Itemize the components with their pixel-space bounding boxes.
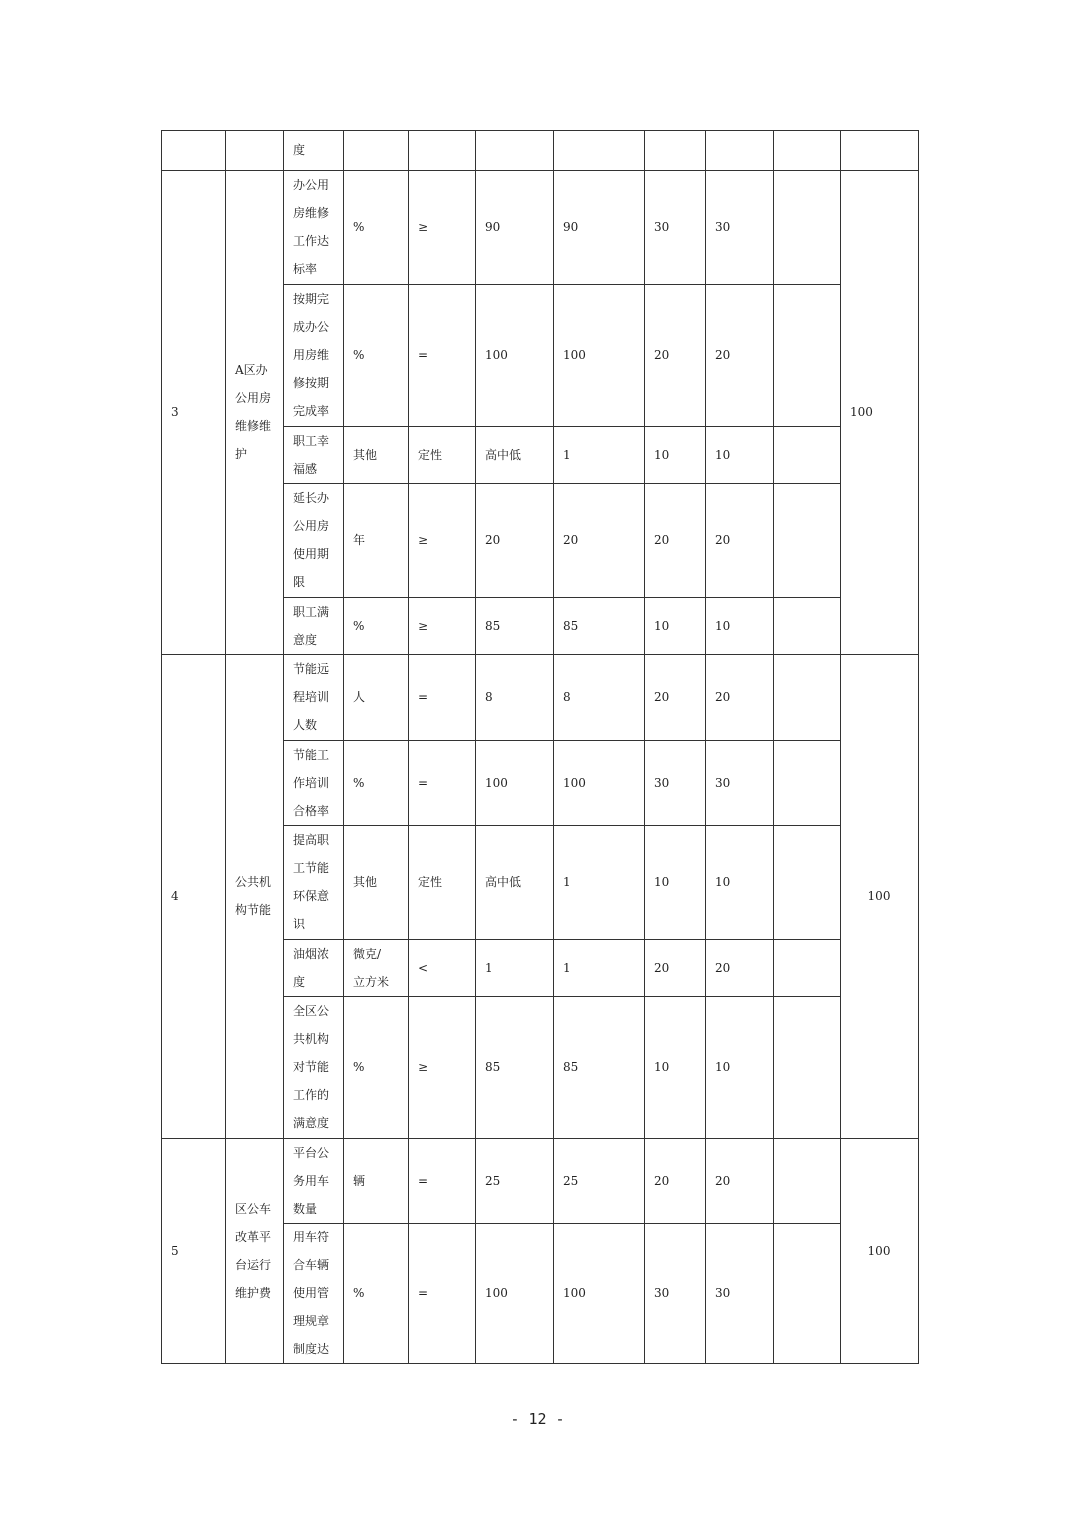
table-border bbox=[161, 130, 919, 131]
remark-cell bbox=[773, 170, 840, 284]
total-score: 100 bbox=[867, 889, 891, 903]
operator-cell: = bbox=[418, 690, 429, 704]
row-index: 3 bbox=[171, 405, 179, 419]
operator-cell: ≥ bbox=[418, 533, 429, 547]
target-cell: 100 bbox=[485, 348, 508, 362]
indicator-cell: 平台公务用车数量 bbox=[293, 1145, 330, 1216]
actual-cell: 85 bbox=[563, 1060, 579, 1074]
score-cell: 30 bbox=[715, 220, 731, 234]
unit-cell: 辆 bbox=[353, 1173, 366, 1188]
weight-cell: 20 bbox=[654, 1173, 670, 1188]
indicator-cell: 职工幸福感 bbox=[293, 433, 330, 476]
actual-cell: 100 bbox=[563, 1286, 586, 1300]
unit-cell: 其他 bbox=[353, 875, 378, 889]
total-score: 100 bbox=[867, 1243, 891, 1258]
operator-cell: ≥ bbox=[418, 220, 429, 234]
target-cell: 1 bbox=[485, 960, 493, 975]
remark-cell bbox=[773, 825, 840, 939]
operator-cell: = bbox=[418, 775, 429, 790]
remark-cell bbox=[773, 654, 840, 740]
target-cell: 8 bbox=[485, 690, 493, 704]
target-cell: 25 bbox=[485, 1173, 501, 1188]
score-cell: 10 bbox=[715, 618, 731, 633]
indicator-cell: 用车符合车辆使用管理规章制度达 bbox=[293, 1230, 330, 1356]
actual-cell: 85 bbox=[563, 618, 579, 633]
actual-cell: 1 bbox=[563, 960, 571, 975]
unit-cell: 人 bbox=[353, 690, 366, 704]
score-cell: 20 bbox=[715, 533, 731, 547]
score-cell: 30 bbox=[715, 1286, 731, 1300]
weight-cell: 30 bbox=[654, 220, 670, 234]
operator-cell: = bbox=[418, 1286, 429, 1300]
project-name: 区公车改革平台运行维护费 bbox=[235, 1201, 272, 1300]
score-cell: 20 bbox=[715, 690, 731, 704]
actual-cell: 1 bbox=[563, 447, 571, 462]
actual-cell: 100 bbox=[563, 775, 586, 790]
remark-cell bbox=[773, 1223, 840, 1363]
target-cell: 90 bbox=[485, 220, 501, 234]
indicator-cell: 提高职工节能环保意识 bbox=[293, 833, 330, 931]
weight-cell: 30 bbox=[654, 775, 670, 790]
indicator-cell: 全区公共机构对节能工作的满意度 bbox=[293, 1004, 330, 1130]
score-cell: 10 bbox=[715, 447, 731, 462]
operator-cell: ≥ bbox=[418, 1060, 429, 1074]
weight-cell: 10 bbox=[654, 1060, 670, 1074]
page-number: - 12 - bbox=[510, 1410, 565, 1428]
weight-cell: 10 bbox=[654, 875, 670, 889]
weight-cell: 20 bbox=[654, 533, 670, 547]
weight-cell: 20 bbox=[654, 690, 670, 704]
indicator-cell: 节能工作培训合格率 bbox=[293, 747, 330, 818]
score-cell: 20 bbox=[715, 1173, 731, 1188]
unit-cell: % bbox=[353, 775, 365, 790]
unit-cell: % bbox=[353, 348, 365, 362]
remark-cell bbox=[773, 483, 840, 597]
indicator-cell: 延长办公用房使用期限 bbox=[293, 491, 330, 589]
score-cell: 30 bbox=[715, 775, 731, 790]
remark-cell bbox=[773, 740, 840, 825]
weight-cell: 10 bbox=[654, 447, 670, 462]
weight-cell: 20 bbox=[654, 348, 670, 362]
target-cell: 高中低 bbox=[485, 875, 522, 889]
unit-cell: % bbox=[353, 1060, 365, 1074]
target-cell: 85 bbox=[485, 1060, 501, 1074]
operator-cell: 定性 bbox=[418, 447, 443, 462]
project-name: A区办公用房维修维护 bbox=[235, 363, 272, 461]
remark-cell bbox=[773, 426, 840, 483]
operator-cell: ≥ bbox=[418, 618, 429, 633]
unit-cell: 微克/立方米 bbox=[353, 946, 390, 989]
score-cell: 10 bbox=[715, 875, 731, 889]
row-index: 4 bbox=[171, 889, 179, 903]
actual-cell: 100 bbox=[563, 348, 586, 362]
unit-cell: 年 bbox=[353, 533, 366, 547]
target-cell: 100 bbox=[485, 775, 508, 790]
remark-cell bbox=[773, 996, 840, 1138]
score-cell: 20 bbox=[715, 960, 731, 975]
actual-cell: 20 bbox=[563, 533, 579, 547]
target-cell: 100 bbox=[485, 1286, 508, 1300]
indicator-cell: 油烟浓度 bbox=[293, 946, 330, 989]
operator-cell: = bbox=[418, 1173, 429, 1188]
project-name: 公共机构节能 bbox=[235, 875, 272, 917]
target-cell: 85 bbox=[485, 618, 501, 633]
target-cell: 高中低 bbox=[485, 447, 522, 462]
unit-cell: 其他 bbox=[353, 447, 378, 462]
remark-cell bbox=[773, 939, 840, 996]
row-index: 5 bbox=[171, 1243, 179, 1258]
indicator-cell: 按期完成办公用房维修按期完成率 bbox=[293, 292, 330, 418]
remark-cell bbox=[773, 284, 840, 426]
weight-cell: 30 bbox=[654, 1286, 670, 1300]
operator-cell: = bbox=[418, 348, 429, 362]
score-cell: 10 bbox=[715, 1060, 731, 1074]
indicator-cell: 职工满意度 bbox=[293, 604, 330, 647]
unit-cell: % bbox=[353, 220, 365, 234]
indicator-cell: 办公用房维修工作达标率 bbox=[293, 178, 330, 276]
operator-cell: 定性 bbox=[418, 875, 443, 889]
actual-cell: 25 bbox=[563, 1173, 579, 1188]
operator-cell: < bbox=[418, 960, 429, 975]
actual-cell: 1 bbox=[563, 875, 571, 889]
unit-cell: % bbox=[353, 618, 365, 633]
total-score: 100 bbox=[850, 405, 873, 419]
table-border bbox=[161, 1363, 919, 1364]
indicator-cell: 度 bbox=[293, 143, 306, 157]
indicator-cell: 节能远程培训人数 bbox=[293, 662, 330, 732]
weight-cell: 20 bbox=[654, 960, 670, 975]
weight-cell: 10 bbox=[654, 618, 670, 633]
actual-cell: 90 bbox=[563, 220, 579, 234]
unit-cell: % bbox=[353, 1286, 365, 1300]
table-border bbox=[918, 130, 919, 1364]
score-cell: 20 bbox=[715, 348, 731, 362]
actual-cell: 8 bbox=[563, 690, 571, 704]
remark-cell bbox=[773, 1138, 840, 1223]
remark-cell bbox=[773, 597, 840, 654]
target-cell: 20 bbox=[485, 533, 501, 547]
